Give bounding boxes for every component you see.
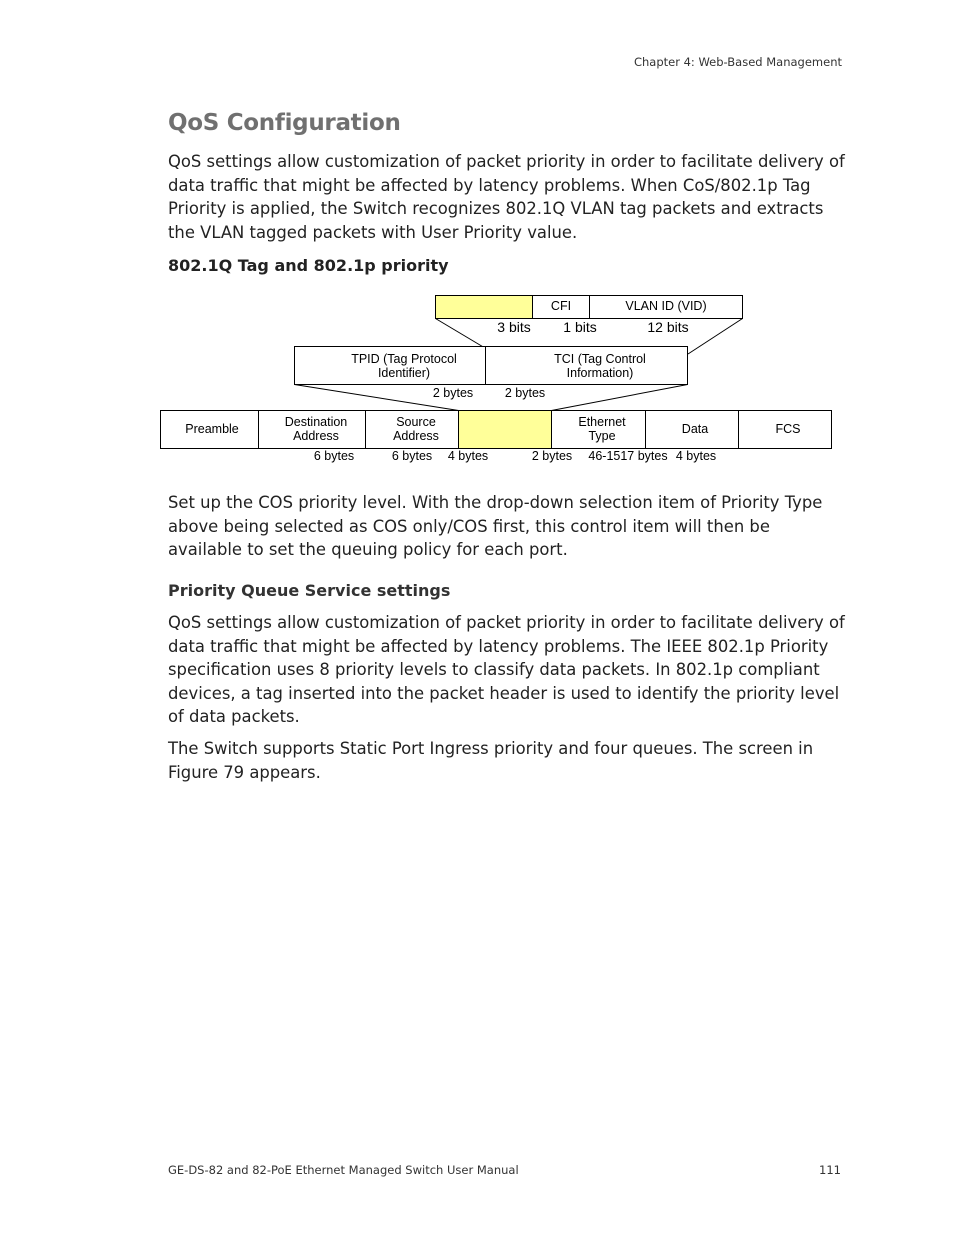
vid-bits: 12 bits [647, 319, 689, 335]
fcs-label: FCS [775, 422, 801, 436]
tag-field [459, 411, 552, 449]
intro-paragraph: QoS settings allow customization of packet priority in order to facilitate delivery of data traffic that might be affected by latency problems. When CoS/802.1p Tag Priority is applied, the Switch recognizes 802.1Q VLAN tag packets and extracts the VLAN tagged packets with User Priority value. [168, 152, 845, 242]
chapter-header: Chapter 4: Web-Based Management [633, 55, 842, 69]
vid-label: VLAN ID (VID) [625, 299, 707, 313]
tpid-label-2: Identifier) [377, 366, 431, 380]
destination-label-2: Address [293, 429, 339, 443]
priority-field [436, 296, 533, 319]
pqs-heading: Priority Queue Service settings [168, 581, 451, 600]
vlan-tag-diagram [0, 0, 954, 480]
data-size: 46-1517 bytes [588, 449, 668, 463]
footer-manual-title: GE-DS-82 and 82-PoE Ethernet Managed Switch User Manual [168, 1163, 519, 1177]
tpid-label-1: TPID (Tag Protocol [351, 352, 457, 366]
pqs-paragraph-1: QoS settings allow customization of packet priority in order to facilitate delivery of data traffic that might be affected by latency problems. The IEEE 802.1p Priority specification uses 8 priority levels to classify data packets. In 802.1p compliant devices, a tag inserted into the packet header is used to identify the priority level of data packets. [168, 613, 845, 726]
figure-heading: 802.1Q Tag and 802.1p priority [168, 256, 449, 275]
page-number: 111 [819, 1163, 841, 1177]
source-size: 6 bytes [391, 449, 433, 463]
tci-size: 2 bytes [504, 386, 546, 400]
ethernet-type-size: 2 bytes [531, 449, 573, 463]
destination-size: 6 bytes [313, 449, 355, 463]
source-label-2: Address [393, 429, 439, 443]
cfi-bits: 1 bits [563, 319, 597, 335]
cos-paragraph: Set up the COS priority level. With the drop-down selection item of Priority Type above being selected as COS only/COS first, this control item will then be available to set the queuing policy for each port. [168, 493, 823, 559]
fcs-size: 4 bytes [675, 449, 717, 463]
tpid-size: 2 bytes [432, 386, 474, 400]
ethernet-type-label-1: Ethernet [578, 415, 626, 429]
pqs-paragraph-2: The Switch supports Static Port Ingress priority and four queues. The screen in Figure 79 appears. [168, 739, 814, 782]
tci-label-1: TCI (Tag Control [554, 352, 646, 366]
cfi-label: CFI [550, 299, 572, 313]
tag-size: 4 bytes [447, 449, 489, 463]
tci-label-2: Information) [566, 366, 634, 380]
preamble-label: Preamble [185, 422, 239, 436]
destination-label-1: Destination [284, 415, 348, 429]
ethernet-type-label-2: Type [588, 429, 616, 443]
data-label: Data [681, 422, 709, 436]
section-title: QoS Configuration [168, 110, 401, 136]
priority-bits: 3 bits [497, 319, 531, 335]
source-label-1: Source [396, 415, 436, 429]
